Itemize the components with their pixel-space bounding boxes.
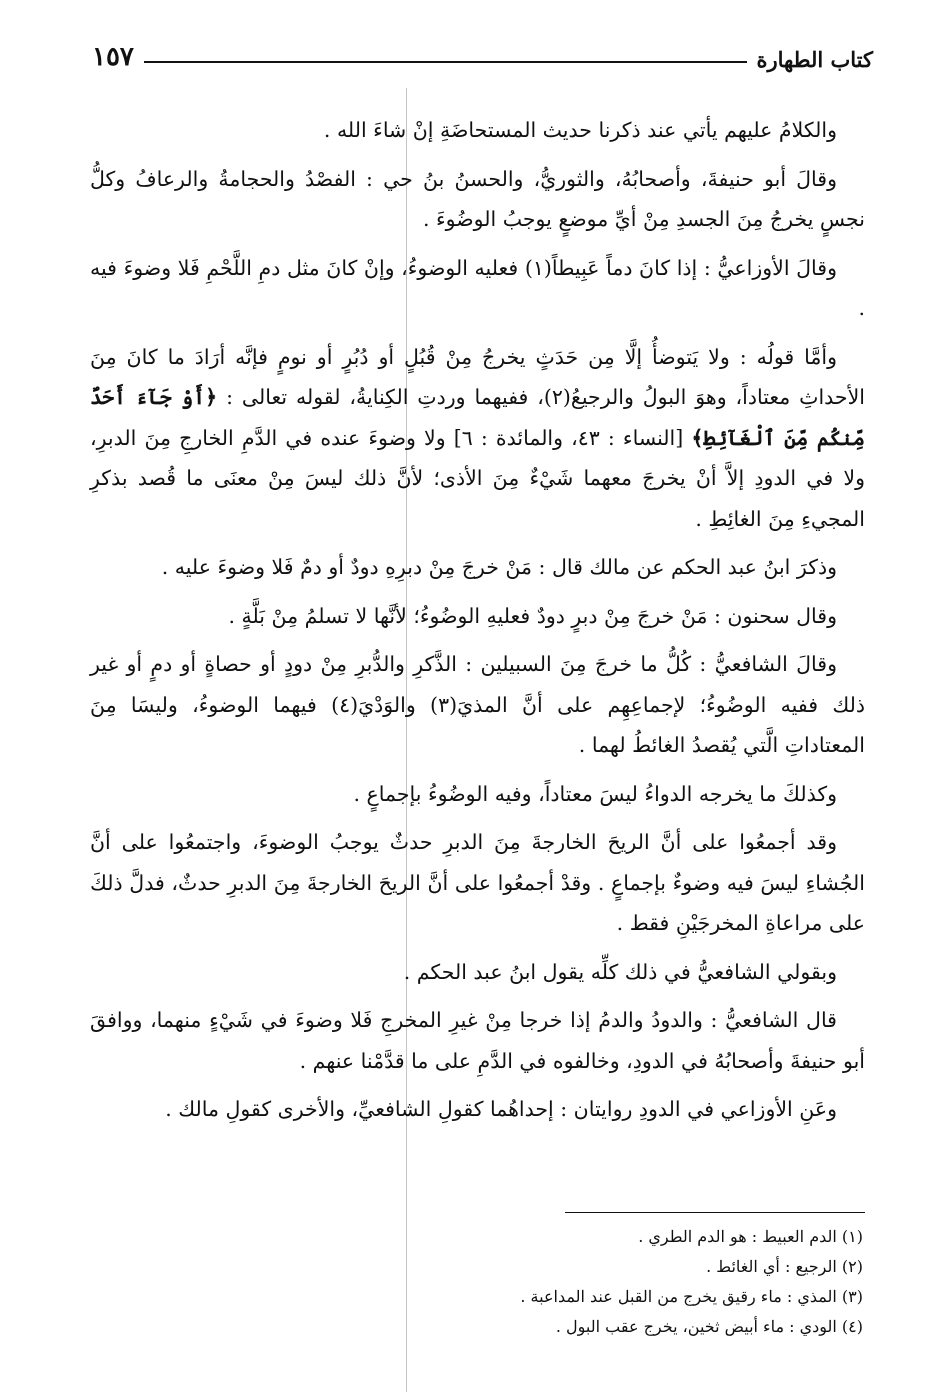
paragraph: وذكرَ ابنُ عبد الحكم عن مالك قال : مَنْ خرجَ مِنْ دبرِهِ دودٌ أو دمٌ فَلا وضوءَ عليه . bbox=[161, 555, 837, 579]
paragraph-text: [النساء : ٤٣، والمائدة : ٦] ولا وضوءَ عنده في الدَّمِ الخارجِ مِنَ الدبرِ، ولا في الدودِ إلاَّ أنْ يخرجَ معهما شَيْءٌ مِنَ الأذى؛ لأنَّ ذلك ليسَ مِنْ معنَى ما قُصد بذكرِ المجيءِ مِنَ الغائِطِ . bbox=[90, 425, 865, 531]
page-header bbox=[92, 38, 873, 72]
footnote: (٢) الرجيع : أي الغائط . bbox=[706, 1257, 863, 1276]
footnote: (٣) المذي : ماء رقيق يخرج من القبل عند المداعبة . bbox=[520, 1287, 863, 1306]
paragraph bbox=[90, 337, 865, 540]
paragraph: وبقولي الشافعيُّ في ذلك كلِّه يقول ابنُ عبد الحكم . bbox=[403, 959, 837, 984]
running-title: كتاب الطهارة bbox=[756, 47, 873, 72]
paragraph: وقالَ الشافعيُّ : كُلُّ ما خرجَ مِنَ السبيلين : الذَّكرِ والدُّبرِ مِنْ دودٍ أو حصاةٍ أو دمٍ أو غير ذلك ففيه الوضُوءُ؛ لإجماعِهِم على أنَّ المذيَ(٣) والوَدْيَ(٤) فيهما الوضوءُ، وليسَا مِنَ المعتاداتِ الَّتي يُقصدُ الغائطُ لهما . bbox=[90, 652, 865, 757]
body-text bbox=[90, 110, 865, 1138]
paragraph: وقد أجمعُوا على أنَّ الريحَ الخارجةَ مِنَ الدبرِ حدثٌ يوجبُ الوضوءَ، واجتمعُوا على أنَّ الجُشاءِ ليسَ فيه وضوءٌ بإجماعٍ . وقدْ أجمعُوا على أنَّ الريحَ الخارجةَ مِنَ الدبرِ حدثٌ، فدلَّ ذلكَ على مراعاةِ المخرجَيْنِ فقط . bbox=[90, 830, 865, 935]
footnote: (٤) الودي : ماء أبيض ثخين، يخرج عقب البول . bbox=[555, 1317, 863, 1336]
footnotes bbox=[90, 1222, 863, 1342]
paragraph: والكلامُ عليهم يأتي عند ذكرنا حديث المستحاضَةِ إنْ شاءَ الله . bbox=[323, 118, 837, 142]
paragraph: وقالَ الأوزاعيُّ : إذا كانَ دماً عَبِيطاً(١) فعليه الوضوءُ، وإنْ كانَ مثل دمِ اللَّحْمِ فَلا وضوءَ فيه . bbox=[90, 255, 865, 320]
paragraph: قال الشافعيُّ : والدودُ والدمُ إذا خرجا مِنْ غيرِ المخرجِ فَلا وضوءَ في شَيْءٍ منهما، ووافقَ أبو حنيفةَ وأصحابُهُ في الدودِ، وخالفوه في الدَّمِ على ما قدَّمْنا عنهم . bbox=[90, 1008, 865, 1073]
paragraph: وقالَ أبو حنيفةَ، وأصحابُهُ، والثوريُّ، والحسنُ بنُ حي : الفصْدُ والحجامةُ والرعافُ وكلُّ نجسٍ يخرجُ مِنَ الجسدِ مِنْ أيِّ موضعٍ يوجبُ الوضُوءَ . bbox=[90, 166, 865, 231]
paragraph-text: وأمَّا قولُه : ولا يَتوضأُ إلَّا مِن حَدَثٍ يخرجُ مِنْ قُبُلٍ أو دُبُرٍ أو نومٍ فإنَّه أرَادَ ما كانَ مِنَ الأحداثِ معتاداً، وهوَ البولُ والرجيعُ(٢)، ففيهما وردتِ الكِنايةُ، لقوله تعالى : bbox=[90, 344, 865, 409]
quran-verse: ﴿أَوْ جَآءَ أَحَدٌ مِّنكُم مِّنَ ٱلْغَآئِطِ﴾ bbox=[90, 385, 865, 450]
page-number: ١٥٧ bbox=[92, 42, 134, 72]
paragraph: وقال سحنون : مَنْ خرجَ مِنْ دبرٍ دودٌ فعليهِ الوضُوءُ؛ لأنَّها لا تسلمُ مِنْ بَلَّةٍ . bbox=[228, 603, 837, 628]
paragraph: وكذلكَ ما يخرجه الدواءُ ليسَ معتاداً، وفيه الوضُوءُ بإجماعٍ . bbox=[353, 781, 837, 806]
footnote: (١) الدم العبيط : هو الدم الطري . bbox=[638, 1227, 863, 1246]
header-rule bbox=[144, 61, 747, 63]
footnote-separator bbox=[565, 1212, 865, 1213]
paragraph: وعَنِ الأوزاعي في الدودِ روايتان : إحداهُما كقولِ الشافعيِّ، والأخرى كقولِ مالك . bbox=[165, 1097, 837, 1121]
